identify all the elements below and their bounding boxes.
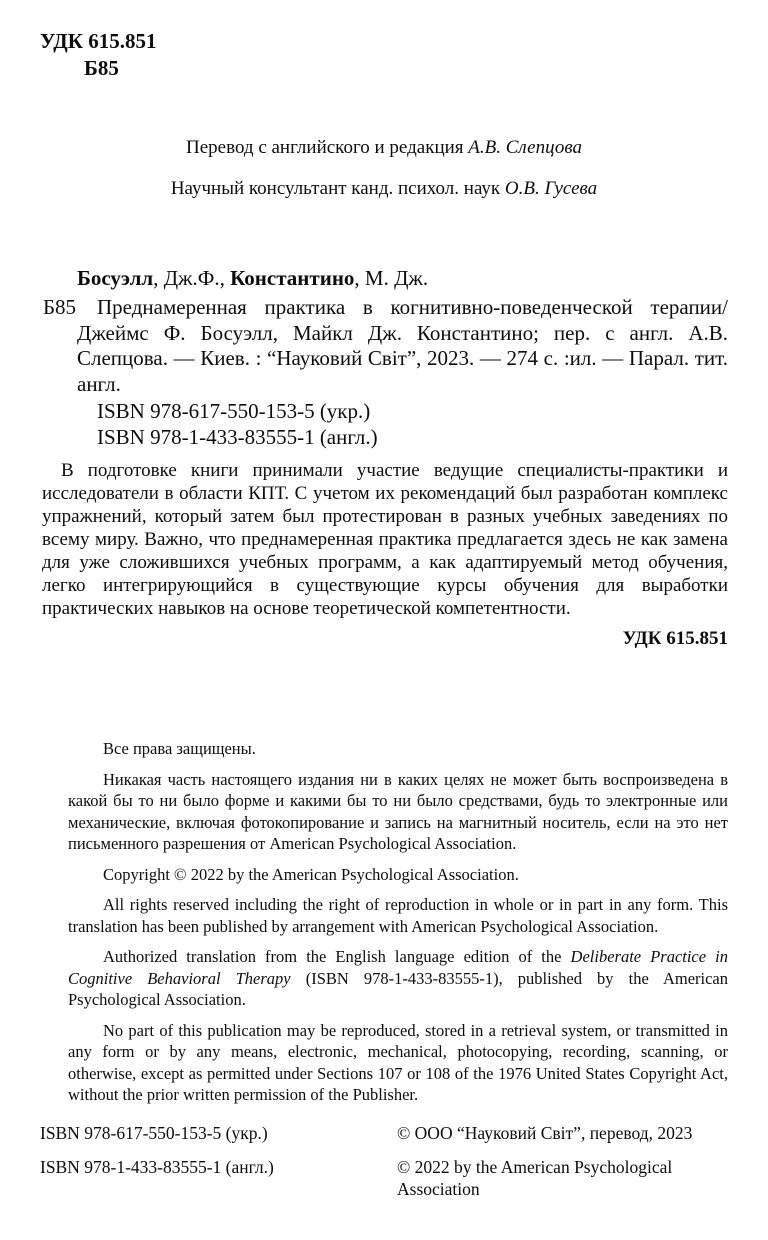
entry-description: Преднамеренная практика в когнитивно-поведенческой терапии/Джеймс Ф. Босуэлл, Майкл Дж. Константино; пер. с англ. А.В. Слепцова. — Киев. : “Науковий Світ”, 2023. — 274 с. :ил. — Парал. тит. англ. — [77, 295, 728, 396]
rights-reserved-ru: Все права защищены. — [103, 739, 256, 758]
author-surname: Константино — [230, 266, 355, 290]
authorized-translation-en — [68, 946, 728, 1011]
footer-copyright-translation: © ООО “Науковий Світ”, перевод, 2023 — [397, 1122, 693, 1143]
footer-row — [40, 1122, 728, 1144]
translation-credits — [40, 136, 728, 201]
isbn-eng: ISBN 978-1-433-83555-1 (англ.) — [97, 425, 378, 449]
consultant-credit-line — [40, 177, 728, 201]
original-book-title: Deliberate Practice in Cognitive Behavioral Therapy — [68, 947, 728, 988]
author-sign: Б85 — [84, 56, 119, 80]
entry-code: Б85 — [43, 295, 77, 319]
udc-number: УДК 615.851 — [40, 29, 157, 53]
no-reproduction-ru: Никакая часть настоящего издания ни в каких целях не может быть воспроизведена в какой бы то ни было форме и какими бы то ни было средствами, будь то электронные или механические, включая фотокопирование и запись на магнитный носитель, если на это нет письменного разрешения от American Psychological Association. — [68, 769, 728, 853]
all-rights-en: All rights reserved including the right of reproduction in whole or in part in any form. This translation has been published by arrangement with American Psychological Association. — [68, 895, 728, 936]
udc-footer: УДК 615.851 — [622, 628, 728, 649]
author-surname: Босуэлл — [77, 266, 154, 290]
consultant-name: О.В. Гусева — [504, 178, 598, 199]
classification-block — [40, 28, 728, 82]
bibliographic-entry — [40, 295, 728, 397]
annotation-paragraph: В подготовке книги принимали участие ведущие специалисты-практики и исследователи в области КПТ. С учетом их рекомендаций был разработан комплекс упражнений, который затем был протестирован в разных учебных заведениях по всему миру. Важно, что преднамеренная практика предлагается здесь не как замена для уже сложившихся учебных программ, а как адаптируемый метод обучения, легко интегрирующийся в существующие курсы обучения для выработки практических навыков на основе теоретической компетентности. — [42, 460, 728, 619]
no-part-en: No part of this publication may be reproduced, stored in a retrieval system, or transmitted in any form or by any means, electronic, mechanical, photocopying, recording, scanning, or otherwise, except as permitted under Sections 107 or 108 of the 1976 United States Copyright Act, without the prior written permission of the Publisher. — [68, 1020, 728, 1104]
author-initials: , Дж.Ф., — [153, 266, 231, 290]
consultant-credit-text: Научный консультант канд. психол. наук — [170, 178, 505, 199]
authors-line — [77, 265, 728, 291]
copyright-line-en: Copyright © 2022 by the American Psychological Association. — [103, 864, 519, 884]
translation-credit-line — [40, 136, 728, 160]
isbn-ukr: ISBN 978-617-550-153-5 (укр.) — [97, 399, 371, 423]
footer-imprint — [40, 1122, 728, 1200]
footer-row — [40, 1156, 728, 1200]
authorized-prefix: Authorized translation from the English language edition of the — [103, 947, 571, 966]
translation-credit-text: Перевод с английского и редакция — [186, 137, 469, 158]
author-initials: , М. Дж. — [354, 266, 429, 290]
footer-copyright-original: © 2022 by the American Psychological Association — [397, 1156, 673, 1199]
isbn-block — [97, 398, 728, 450]
authorized-suffix: (ISBN 978-1-433-83555-1), published by the American Psychological Association. — [68, 968, 728, 1009]
translator-name: А.В. Слепцова — [468, 137, 582, 158]
legal-block — [68, 738, 728, 1106]
footer-isbn-eng: ISBN 978-1-433-83555-1 (англ.) — [40, 1156, 274, 1177]
footer-isbn-ukr: ISBN 978-617-550-153-5 (укр.) — [40, 1122, 268, 1143]
